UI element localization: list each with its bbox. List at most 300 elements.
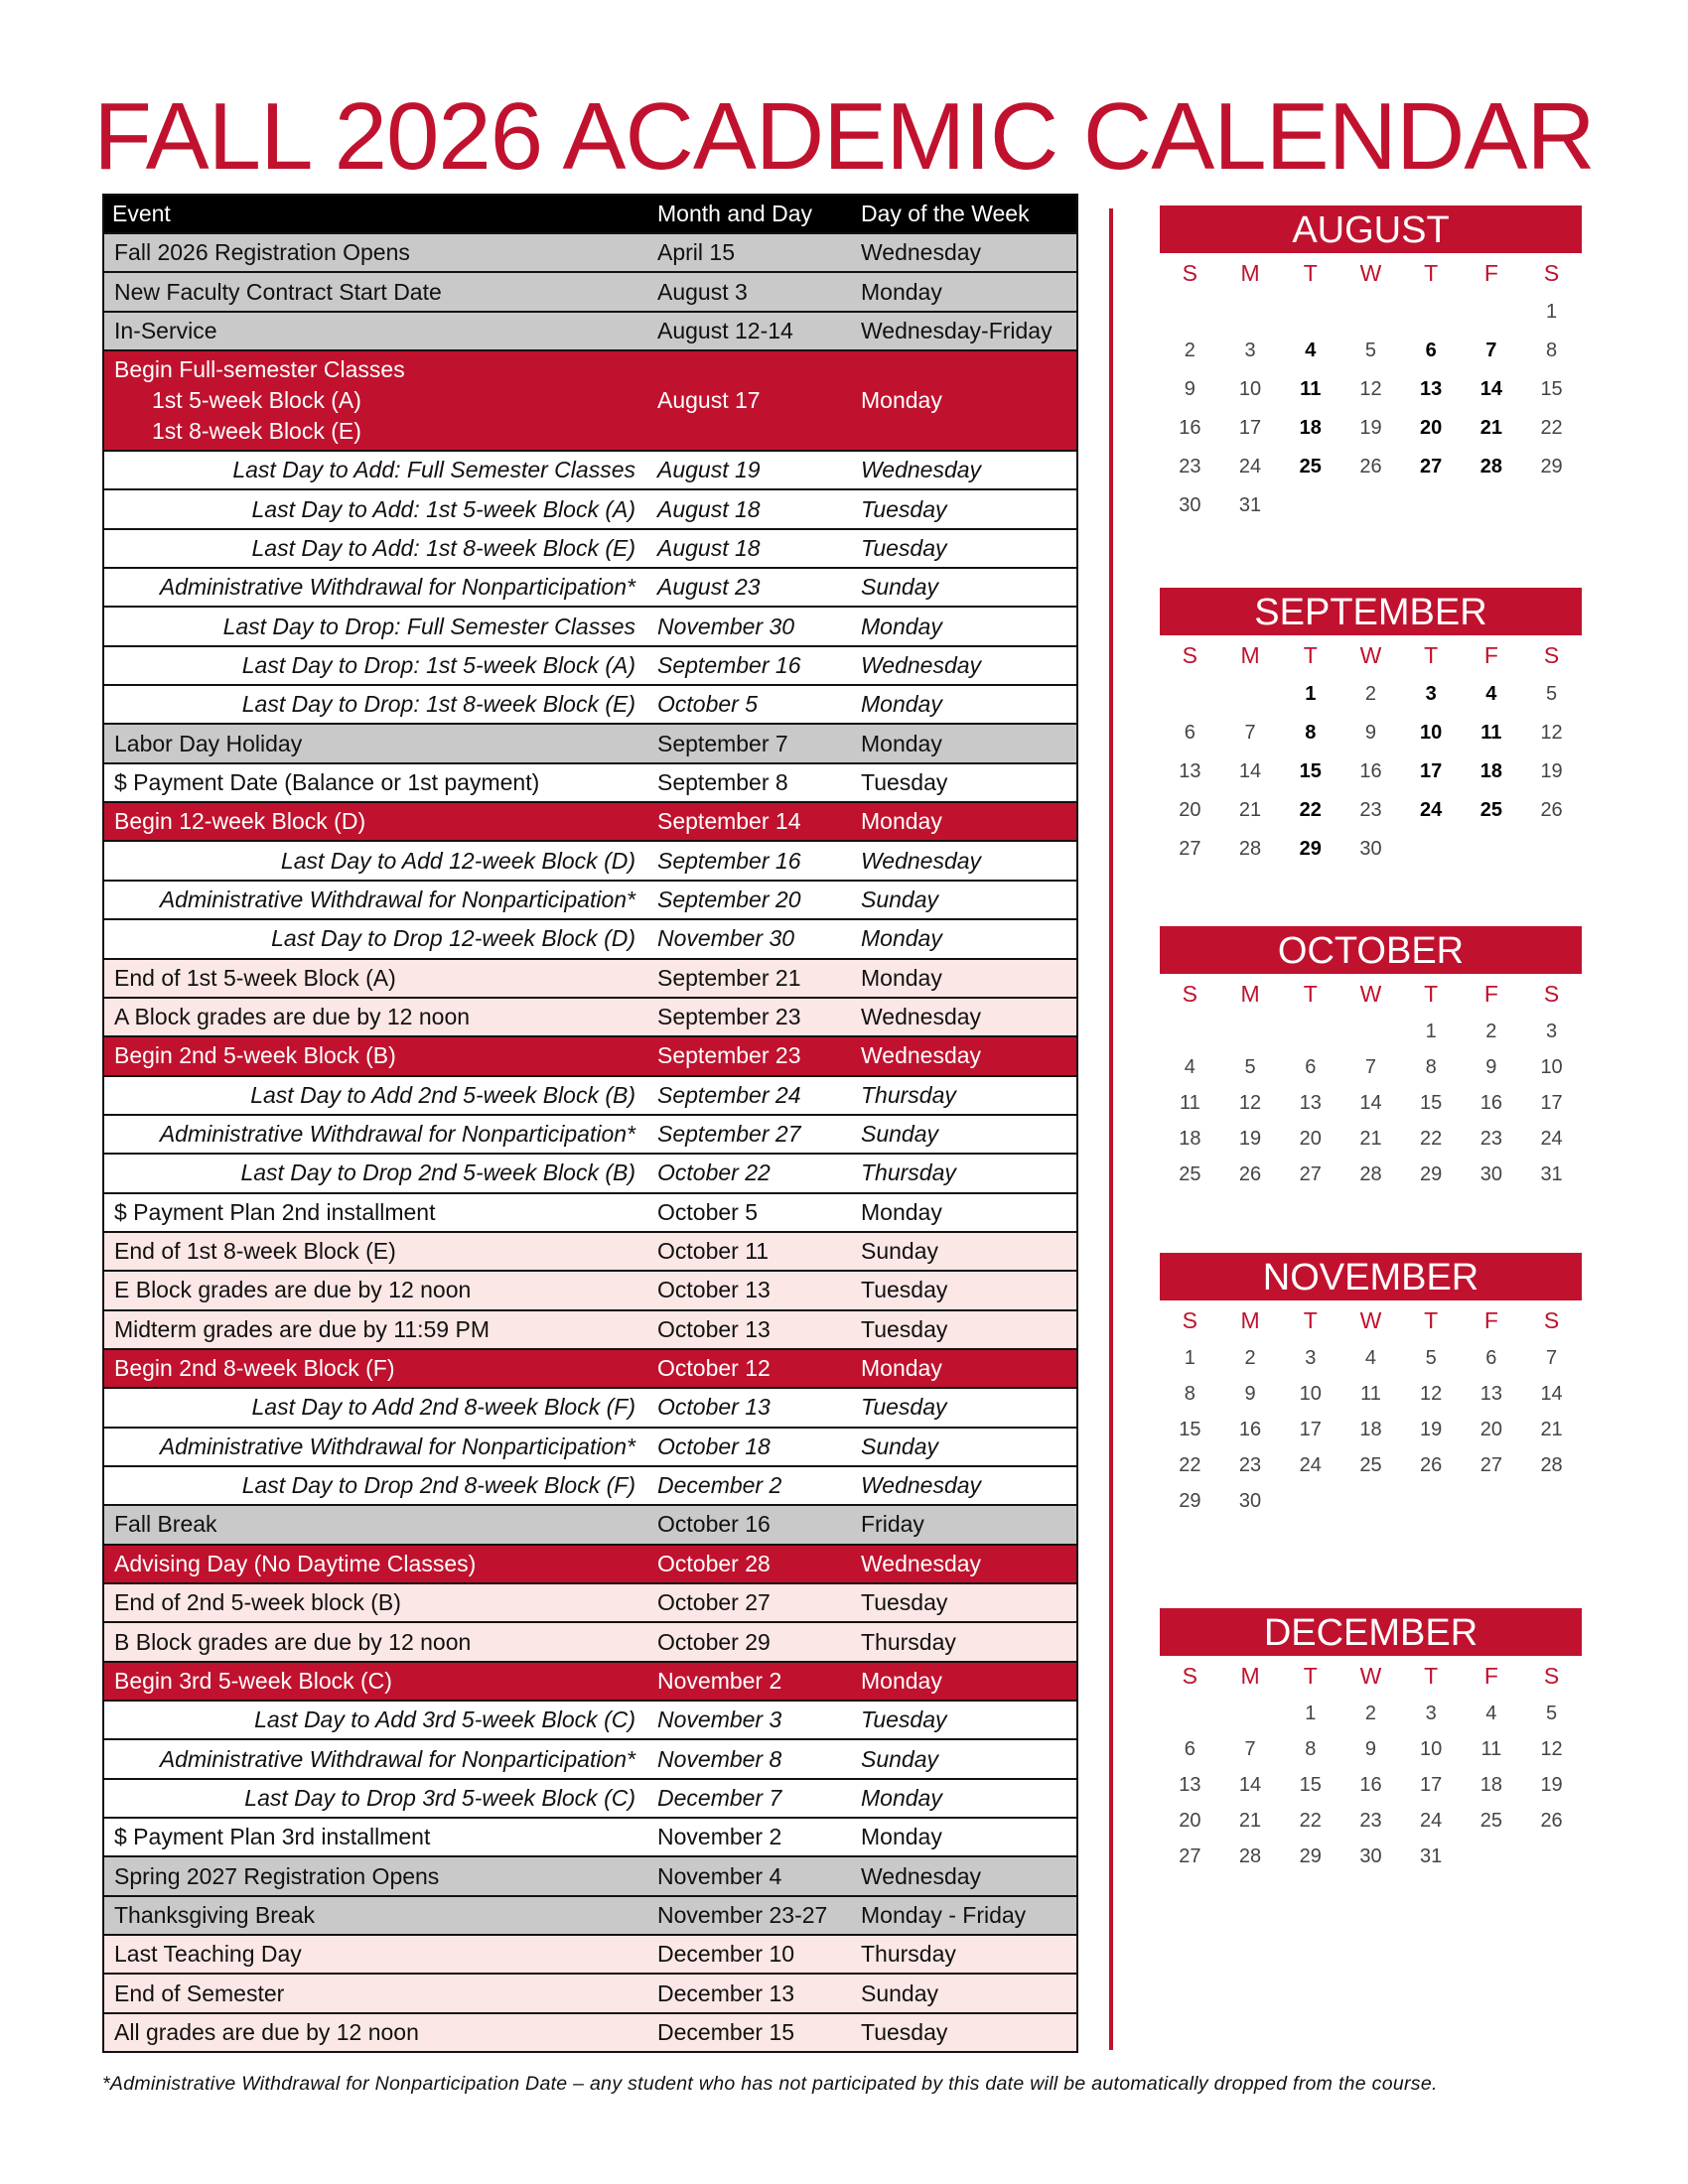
page-title: FALL 2026 ACADEMIC CALENDAR [93, 83, 1595, 190]
date-cell: October 11 [657, 1238, 770, 1265]
calendar-day: 24 [1238, 456, 1262, 478]
weekday-letter: S [1543, 981, 1560, 1007]
calendar-day: 17 [1238, 417, 1262, 439]
date-cell: November 23-27 [657, 1901, 828, 1928]
calendar-day: 8 [1546, 340, 1558, 361]
calendar-day: 5 [1546, 1703, 1558, 1724]
date-cell: August 12-14 [657, 317, 793, 343]
weekday-cell: Monday [861, 1824, 942, 1850]
calendar-day: 25 [1479, 1810, 1502, 1832]
calendar-day: 25 [1299, 456, 1322, 478]
calendar-day: 17 [1420, 1774, 1443, 1796]
calendar-day: 23 [1179, 456, 1201, 478]
event-cell: Last Day to Drop 2nd 8-week Block (F) [241, 1472, 635, 1499]
calendar-day [1521, 830, 1582, 869]
event-cell: Administrative Withdrawal for Nonparticipation* [159, 1433, 635, 1459]
calendar-day: 30 [1359, 838, 1382, 860]
date-cell: April 15 [657, 239, 735, 266]
table-row [104, 488, 1076, 527]
weekday-letter: T [1424, 642, 1439, 668]
calendar-day: 14 [1238, 1774, 1262, 1796]
weekday-cell: Friday [861, 1511, 924, 1538]
calendar-day [1401, 293, 1462, 332]
weekday-cell: Monday [861, 808, 942, 835]
weekday-cell: Tuesday [861, 1706, 947, 1733]
calendar-day: 2 [1485, 1021, 1497, 1042]
date-cell: September 23 [657, 1042, 801, 1069]
table-row [104, 1231, 1076, 1270]
calendar-day: 3 [1305, 1347, 1317, 1369]
calendar-week [1160, 830, 1582, 869]
calendar-day: 20 [1179, 799, 1201, 821]
date-cell: October 18 [657, 1433, 771, 1459]
weekday-letter: T [1303, 642, 1318, 668]
calendar-day: 31 [1420, 1845, 1443, 1867]
table-row [104, 2012, 1076, 2051]
calendar-week [1160, 791, 1582, 830]
date-cell: October 28 [657, 1550, 771, 1576]
date-cell: September 7 [657, 730, 788, 756]
calendar-day: 14 [1540, 1383, 1563, 1405]
calendar-week [1160, 1376, 1582, 1412]
calendar-day [1220, 293, 1281, 332]
date-cell: November 4 [657, 1862, 782, 1889]
calendar-day [1401, 830, 1462, 869]
event-cell: Last Day to Add 3rd 5-week Block (C) [254, 1706, 635, 1733]
weekday-cell: Wednesday [861, 1042, 982, 1069]
calendar-day: 22 [1299, 799, 1322, 821]
calendar-day: 31 [1540, 1163, 1563, 1185]
event-cell: Last Day to Add 2nd 8-week Block (F) [251, 1394, 635, 1421]
table-row [104, 880, 1076, 918]
table-row [104, 311, 1076, 349]
calendar-day [1401, 486, 1462, 525]
calendar-day: 2 [1364, 683, 1377, 705]
month-calendar-december [1160, 1608, 1582, 1874]
table-body [104, 232, 1076, 2051]
calendar-day [1340, 486, 1401, 525]
calendar-day: 29 [1299, 838, 1322, 860]
date-cell: October 5 [657, 691, 758, 718]
calendar-day: 9 [1485, 1056, 1497, 1078]
calendar-day [1462, 1839, 1522, 1874]
calendar-day [1160, 1696, 1220, 1731]
header-event: Event [112, 201, 171, 226]
event-cell: Spring 2027 Registration Opens [114, 1862, 440, 1889]
calendar-day: 21 [1238, 799, 1262, 821]
event-cell: Last Teaching Day [114, 1941, 302, 1968]
calendar-day: 18 [1299, 417, 1322, 439]
weekday-letter: F [1483, 1663, 1498, 1689]
weekday-letter: F [1483, 1307, 1498, 1333]
calendar-day: 2 [1244, 1347, 1256, 1369]
table-row [104, 1465, 1076, 1504]
calendar-day: 27 [1420, 456, 1443, 478]
calendar-week [1160, 675, 1582, 714]
table-row [104, 606, 1076, 644]
header-day-of-week: Day of the Week [861, 201, 1030, 226]
event-cell: A Block grades are due by 12 noon [114, 1004, 471, 1030]
calendar-day: 6 [1184, 722, 1196, 744]
calendar-day: 27 [1299, 1163, 1322, 1185]
event-cell: Last Day to Drop: Full Semester Classes [222, 613, 635, 639]
weekday-cell: Wednesday [861, 1550, 982, 1576]
calendar-day: 25 [1479, 799, 1502, 821]
date-cell: November 8 [657, 1745, 782, 1772]
calendar-day: 3 [1425, 1703, 1437, 1724]
weekday-cell: Monday [861, 691, 942, 718]
weekday-cell: Monday [861, 925, 942, 952]
table-row [104, 918, 1076, 957]
weekday-letter: T [1303, 981, 1318, 1007]
event-cell: Fall Break [114, 1511, 217, 1538]
table-row [104, 801, 1076, 840]
calendar-day: 19 [1359, 417, 1382, 439]
calendar-day [1160, 675, 1220, 714]
month-title: SEPTEMBER [1160, 588, 1582, 635]
calendar-week [1160, 1803, 1582, 1839]
weekday-letter: S [1543, 642, 1560, 668]
footnote: *Administrative Withdrawal for Nonparticipation Date – any student who has not participated by this date will be automatically dropped from the course. [102, 2073, 1438, 2095]
calendar-day: 26 [1540, 799, 1563, 821]
calendar-day [1521, 486, 1582, 525]
calendar-day: 7 [1485, 340, 1497, 361]
event-cell [104, 354, 653, 447]
event-cell: B Block grades are due by 12 noon [114, 1628, 472, 1655]
table-row [104, 1582, 1076, 1621]
calendar-day: 3 [1425, 683, 1437, 705]
weekday-letter: M [1240, 260, 1260, 286]
date-cell: August 3 [657, 278, 748, 305]
weekday-cell: Tuesday [861, 1277, 948, 1303]
calendar-day: 8 [1425, 1056, 1437, 1078]
date-cell: November 3 [657, 1706, 782, 1733]
weekday-cell: Sunday [861, 1745, 939, 1772]
event-cell: Administrative Withdrawal for Nonparticipation* [159, 574, 635, 601]
calendar-day: 8 [1184, 1383, 1196, 1405]
calendar-week [1160, 1121, 1582, 1157]
calendar-day: 9 [1364, 722, 1377, 744]
weekday-cell: Wednesday [861, 847, 982, 874]
table-row [104, 1348, 1076, 1387]
date-cell: August 19 [657, 457, 761, 483]
date-cell: October 22 [657, 1160, 771, 1186]
calendar-day [1521, 1483, 1582, 1519]
calendar-day: 24 [1420, 799, 1443, 821]
calendar-day: 16 [1479, 1092, 1502, 1114]
weekday-letter: W [1359, 642, 1382, 668]
calendar-day: 31 [1238, 494, 1262, 516]
weekday-letter: T [1424, 981, 1439, 1007]
calendar-day: 17 [1420, 760, 1443, 782]
weekday-letter: W [1359, 260, 1382, 286]
calendar-day: 6 [1184, 1738, 1196, 1760]
weekday-cell: Monday [861, 964, 942, 991]
weekday-letter: F [1483, 642, 1498, 668]
calendar-day: 16 [1359, 760, 1382, 782]
calendar-day: 1 [1425, 1021, 1437, 1042]
calendar-week [1160, 714, 1582, 752]
date-cell: December 7 [657, 1784, 782, 1811]
calendar-day: 10 [1299, 1383, 1322, 1405]
date-cell: December 13 [657, 1979, 795, 2006]
calendar-week [1160, 1014, 1582, 1049]
weekday-header [1160, 1300, 1582, 1340]
calendar-day: 21 [1238, 1810, 1262, 1832]
event-cell: Begin 3rd 5-week Block (C) [114, 1667, 392, 1694]
calendar-day: 15 [1299, 1774, 1322, 1796]
calendar-day: 4 [1184, 1056, 1196, 1078]
calendar-day: 23 [1479, 1128, 1502, 1150]
weekday-cell: Monday [861, 613, 942, 639]
calendar-week [1160, 370, 1582, 409]
table-row [104, 645, 1076, 684]
calendar-day: 27 [1479, 1454, 1502, 1476]
calendar-day: 11 [1480, 722, 1502, 744]
calendar-day [1340, 1483, 1401, 1519]
calendar-day: 6 [1485, 1347, 1497, 1369]
date-cell: August 18 [657, 534, 761, 561]
calendar-day: 19 [1540, 1774, 1563, 1796]
date-cell: December 2 [657, 1472, 782, 1499]
event-cell: Last Day to Add: 1st 5-week Block (A) [251, 495, 635, 522]
month-calendar-october [1160, 926, 1582, 1192]
calendar-week [1160, 1447, 1582, 1483]
weekday-cell: Sunday [861, 1121, 939, 1148]
calendar-day: 27 [1179, 1845, 1201, 1867]
weekday-letter: T [1424, 260, 1439, 286]
calendar-day: 22 [1420, 1128, 1443, 1150]
calendar-day [1220, 675, 1281, 714]
calendar-day: 19 [1238, 1128, 1262, 1150]
table-row [104, 684, 1076, 723]
event-cell: New Faculty Contract Start Date [114, 278, 442, 305]
event-cell: Administrative Withdrawal for Nonparticipation* [159, 886, 635, 912]
event-cell: E Block grades are due by 12 noon [114, 1277, 472, 1303]
date-cell: September 24 [657, 1081, 801, 1108]
weekday-letter: S [1182, 1307, 1198, 1333]
date-cell: September 16 [657, 847, 801, 874]
date-cell: September 21 [657, 964, 801, 991]
calendar-day: 1 [1305, 683, 1317, 705]
date-cell: September 8 [657, 768, 788, 795]
date-cell: December 15 [657, 2018, 795, 2045]
calendar-day: 23 [1238, 1454, 1262, 1476]
calendar-day: 24 [1540, 1128, 1563, 1150]
weekday-cell: Thursday [861, 1941, 956, 1968]
calendar-day: 3 [1244, 340, 1256, 361]
calendar-day: 5 [1364, 340, 1377, 361]
calendar-day: 12 [1540, 1738, 1563, 1760]
date-cell: September 27 [657, 1121, 801, 1148]
calendar-week [1160, 1340, 1582, 1376]
weekday-cell: Thursday [861, 1081, 956, 1108]
calendar-day: 12 [1238, 1092, 1262, 1114]
month-title: DECEMBER [1160, 1608, 1582, 1656]
calendar-day [1462, 293, 1522, 332]
event-cell: Last Day to Add 12-week Block (D) [280, 847, 635, 874]
table-row [104, 1817, 1076, 1855]
date-cell: October 13 [657, 1315, 771, 1342]
event-cell: Advising Day (No Daytime Classes) [114, 1550, 477, 1576]
calendar-day [1340, 1014, 1401, 1049]
calendar-day: 20 [1479, 1419, 1502, 1440]
table-header [104, 196, 1076, 232]
weekday-cell: Monday [861, 1198, 942, 1225]
calendar-day: 9 [1364, 1738, 1377, 1760]
date-cell: November 2 [657, 1824, 782, 1850]
calendar-day: 11 [1360, 1383, 1381, 1405]
calendar-day: 27 [1179, 838, 1201, 860]
calendar-day: 24 [1420, 1810, 1443, 1832]
weekday-cell: Tuesday [861, 1589, 948, 1616]
table-row [104, 997, 1076, 1035]
calendar-day: 20 [1420, 417, 1443, 439]
weekday-letter: S [1543, 1663, 1560, 1689]
calendar-day: 14 [1479, 378, 1502, 400]
calendar-day: 4 [1485, 683, 1497, 705]
weekday-cell: Thursday [861, 1160, 956, 1186]
event-cell: End of 1st 5-week Block (A) [114, 964, 396, 991]
calendar-day: 12 [1359, 378, 1382, 400]
weekday-letter: T [1303, 1663, 1318, 1689]
date-cell: October 12 [657, 1355, 771, 1382]
weekday-cell: Wednesday [861, 1472, 982, 1499]
calendar-day: 12 [1420, 1383, 1443, 1405]
header-month-day: Month and Day [657, 201, 812, 226]
calendar-day: 5 [1546, 683, 1558, 705]
date-cell: August 17 [657, 387, 761, 414]
calendar-day [1280, 293, 1340, 332]
calendar-day: 18 [1179, 1128, 1201, 1150]
calendar-day: 25 [1179, 1163, 1201, 1185]
calendar-day: 13 [1299, 1092, 1322, 1114]
calendar-day: 15 [1540, 378, 1563, 400]
date-cell: October 5 [657, 1198, 758, 1225]
calendar-day: 17 [1540, 1092, 1563, 1114]
calendar-day: 26 [1420, 1454, 1443, 1476]
calendar-day: 16 [1359, 1774, 1382, 1796]
calendar-week [1160, 1049, 1582, 1085]
event-cell: Begin 2nd 5-week Block (B) [114, 1042, 396, 1069]
weekday-cell: Wednesday [861, 239, 982, 266]
date-cell: August 23 [657, 574, 761, 601]
calendar-day [1280, 486, 1340, 525]
weekday-cell: Monday [861, 1355, 942, 1382]
calendar-day: 30 [1179, 494, 1201, 516]
date-cell: December 10 [657, 1941, 795, 1968]
date-cell: August 18 [657, 495, 761, 522]
calendar-week [1160, 1085, 1582, 1121]
calendar-day: 1 [1305, 1703, 1317, 1724]
calendar-day: 13 [1479, 1383, 1502, 1405]
calendar-day [1521, 1839, 1582, 1874]
calendar-day: 29 [1540, 456, 1563, 478]
table-row [104, 762, 1076, 801]
table-row [104, 840, 1076, 879]
calendar-day: 20 [1299, 1128, 1322, 1150]
month-calendar-november [1160, 1253, 1582, 1519]
calendar-day: 28 [1359, 1163, 1382, 1185]
calendar-day: 7 [1244, 1738, 1256, 1760]
weekday-letter: W [1359, 1663, 1382, 1689]
calendar-day: 11 [1480, 1738, 1502, 1760]
weekday-letter: S [1182, 260, 1198, 286]
calendar-day [1220, 1014, 1281, 1049]
calendar-day [1401, 1483, 1462, 1519]
calendar-day: 21 [1479, 417, 1502, 439]
calendar-day: 8 [1305, 1738, 1317, 1760]
calendar-day: 28 [1540, 1454, 1563, 1476]
calendar-day: 7 [1364, 1056, 1377, 1078]
calendar-day [1220, 1696, 1281, 1731]
calendar-day: 2 [1184, 340, 1196, 361]
events-table [102, 194, 1078, 2053]
calendar-day [1280, 1014, 1340, 1049]
calendar-week [1160, 1767, 1582, 1803]
date-cell: September 23 [657, 1004, 801, 1030]
event-sub-label: 1st 5-week Block (A) [152, 387, 361, 414]
event-cell: Last Day to Add: Full Semester Classes [232, 457, 635, 483]
calendar-day [1462, 830, 1522, 869]
weekday-letter: T [1424, 1307, 1439, 1333]
event-cell: All grades are due by 12 noon [114, 2018, 419, 2045]
weekday-header [1160, 1656, 1582, 1696]
calendar-day: 10 [1420, 1738, 1443, 1760]
calendar-day: 25 [1359, 1454, 1382, 1476]
event-cell: Last Day to Add 2nd 5-week Block (B) [250, 1081, 635, 1108]
month-title: OCTOBER [1160, 926, 1582, 974]
table-row [104, 567, 1076, 606]
calendar-day: 23 [1359, 799, 1382, 821]
event-cell: End of 2nd 5-week block (B) [114, 1589, 401, 1616]
event-cell: Last Day to Drop: 1st 5-week Block (A) [241, 651, 635, 678]
event-cell: Administrative Withdrawal for Nonparticipation* [159, 1745, 635, 1772]
event-cell: $ Payment Date (Balance or 1st payment) [114, 768, 540, 795]
weekday-cell: Monday [861, 278, 942, 305]
month-title: NOVEMBER [1160, 1253, 1582, 1300]
table-row [104, 1661, 1076, 1700]
weekday-header [1160, 635, 1582, 675]
month-title: AUGUST [1160, 205, 1582, 253]
calendar-day: 3 [1546, 1021, 1558, 1042]
weekday-cell: Sunday [861, 1238, 939, 1265]
event-cell: Midterm grades are due by 11:59 PM [114, 1315, 490, 1342]
weekday-letter: W [1359, 981, 1382, 1007]
weekday-header [1160, 253, 1582, 293]
date-cell: September 20 [657, 886, 801, 912]
weekday-cell: Tuesday [861, 534, 947, 561]
calendar-day: 22 [1299, 1810, 1322, 1832]
weekday-letter: F [1483, 981, 1498, 1007]
calendar-week [1160, 293, 1582, 332]
calendar-day: 21 [1359, 1128, 1382, 1150]
weekday-cell: Monday [861, 387, 942, 414]
calendar-week [1160, 448, 1582, 486]
calendar-day [1160, 293, 1220, 332]
event-cell: In-Service [114, 317, 217, 343]
calendar-week [1160, 1412, 1582, 1447]
table-row [104, 1973, 1076, 2011]
weekday-cell: Monday [861, 1784, 942, 1811]
table-row [104, 1504, 1076, 1543]
table-row [104, 1778, 1076, 1817]
calendar-day [1462, 486, 1522, 525]
calendar-day: 7 [1244, 722, 1256, 744]
weekday-letter: S [1182, 642, 1198, 668]
calendar-day: 30 [1479, 1163, 1502, 1185]
calendar-day: 29 [1299, 1845, 1322, 1867]
